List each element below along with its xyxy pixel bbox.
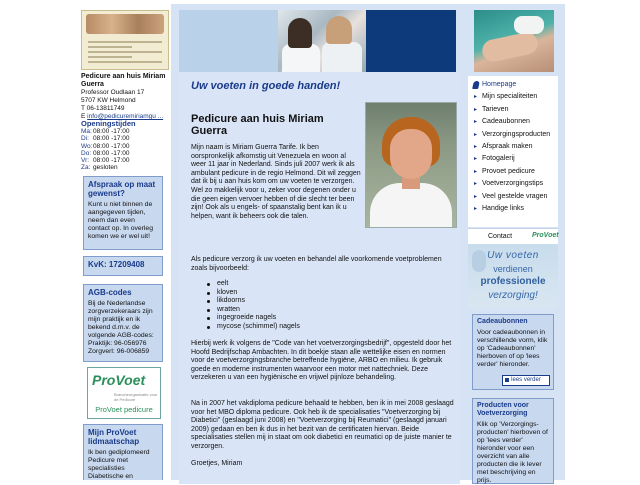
hours-time: 08:00 -17:00 — [93, 157, 130, 165]
kvk-number: KvK: 17209408 — [88, 260, 145, 269]
giftcards-box — [472, 314, 554, 390]
nav-item-specialiteiten[interactable]: ▸ Mijn specialiteiten — [468, 91, 558, 103]
products-text: Klik op 'Verzorgings-producten' hierboven of op 'lees verder' hieronder voor een overzicht van alle producten die ik lever met beschrijving en prijs. — [477, 421, 548, 484]
giftcards-title: Cadeaubonnen — [477, 318, 528, 325]
slogan-banner — [468, 244, 558, 308]
banner-line-4: verzorging! — [488, 290, 538, 301]
contact-link[interactable]: Contact — [488, 233, 513, 240]
nav-item-links[interactable]: ▸ Handige links — [468, 203, 558, 215]
nav-item-fotogalerij[interactable]: ▸ Fotogalerij — [468, 153, 558, 165]
problems-paragraph: Als pedicure verzorg ik uw voeten en behandel alle voorkomende voetproblemen zoals bijvoorbeeld: — [191, 256, 442, 272]
agb-text: Bij de Nederlandse zorgverzekeraars zijn mijn praktijk en ik bekend d.m.v. de volgende AGB-codes: Praktijk: 96-056976 Zorgverl: 96-006859 — [88, 300, 154, 355]
banner-line-1: Uw voeten — [487, 250, 539, 261]
giftcards-text: Voor cadeaubonnen in verschillende vorm, klik op 'Cadeaubonnen' hierboven of op 'lees verder' hieronder. — [477, 329, 548, 368]
list-item: mycose (schimmel) nagels — [207, 323, 327, 332]
nav-item-tips[interactable]: ▸ Voetverzorgingstips — [468, 178, 558, 190]
foot-problems-list — [207, 280, 327, 332]
nav-item-tarieven[interactable]: ▸ Tarieven — [468, 104, 558, 116]
intro-paragraph: Mijn naam is Miriam Guerra Tarife. Ik ben oorspronkelijk afkomstig uit Venezuela en woon al weer 11 jaar in Nederland. Sinds juli 2007 werk ik als ambulant pedicure in de regio Helmond. Dit wil zeggen dat ik bij u aan huis kom om uw voeten te verzorgen. Wel zo makkelijk voor u, zeker voor degenen onder u die geen eigen vervoer hebben of die slecht ter been zijn! Ook als u engels- of spaanstalig bent kan ik u helpen, want ik beheers ook die talen. — [191, 144, 361, 220]
read-more-button[interactable]: lees verder — [502, 375, 550, 386]
hours-day: Za: — [81, 164, 91, 172]
provoet-mini-logo: ProVoet — [532, 232, 559, 239]
nav-menu — [468, 79, 558, 215]
membership-title: Mijn ProVoet lidmaatschap — [88, 428, 140, 446]
business-name: Pedicure aan huis Miriam Guerra — [81, 73, 166, 88]
phone-number: T 06-13811749 — [81, 105, 125, 112]
slogan: Uw voeten in goede handen! — [191, 80, 341, 92]
hours-day: Vr: — [81, 157, 90, 165]
portrait-photo — [365, 102, 457, 228]
membership-text: Ik ben gediplomeerd Pedicure met specialisties Diabetische en — [88, 449, 150, 480]
address-city: 5707 KW Helmond — [81, 97, 136, 104]
hours-day: Ma: — [81, 128, 92, 136]
provoet-tagline: Brancheorganisatie voor de Pedicure — [114, 392, 158, 402]
content-layer — [76, 4, 565, 484]
hours-day: Di: — [81, 135, 89, 143]
hours-time: gesloten — [93, 164, 118, 172]
nav-item-afspraak[interactable]: ▸ Afspraak maken — [468, 141, 558, 153]
banner-line-3: professionele — [480, 276, 546, 287]
hours-time: 08:00 -17:00 — [93, 135, 130, 143]
hours-time: 08:00 -17:00 — [93, 142, 130, 150]
provoet-caption: ProVoet pedicure — [95, 405, 153, 414]
list-item: eelt — [207, 280, 327, 289]
provoet-logo: ProVoet — [92, 372, 146, 388]
address-street: Professor Oudlaan 17 — [81, 89, 145, 96]
nav-item-verzorgingsproducten[interactable]: ▸ Verzorgingsproducten — [468, 129, 558, 141]
diploma-paragraph: Na in 2007 het vakdiploma pedicure behaald te hebben, ben ik in mei 2008 geslaagd voor het MBO diploma pedicure. Ook heb ik de specialisaties "Voetverzorging bij Diabetici" (geslaagd juni 2008) en "Voetverzorging bij Reumatici" (geslaagd januari 2009) gedaan en ben ik dus in het bezit van de certificaten hiervan. Beide specialisaties stellen mij in staat om ook diabetici en reumatici op de juiste manier te verzorgen. — [191, 400, 454, 450]
page-title: Pedicure aan huis Miriam Guerra — [191, 113, 324, 137]
agb-title: AGB-codes — [88, 288, 132, 297]
hours-day: Do: — [81, 149, 92, 157]
appointment-text: Kunt u niet binnen de aangegeven tijden, neem dan even contact op. In overleg komen we er wel uit! — [88, 201, 153, 240]
list-item: likdoorns — [207, 297, 327, 306]
nav-item-provoet[interactable]: ▸ Provoet pedicure — [468, 166, 558, 178]
main-content — [179, 72, 460, 484]
hours-time: 08:00 -17:00 — [93, 149, 130, 157]
contact-address: Pedicure aan huis Miriam Guerra Professor Oudlaan 17 5707 KW Helmond T 06-13811749 E info@pedicuremiriamgu ... — [81, 73, 169, 121]
nav-item-faq[interactable]: ▸ Veel gestelde vragen — [468, 191, 558, 203]
list-item: ingegroeide nagels — [207, 314, 327, 323]
hours-time: 08:00 -17:00 — [93, 128, 130, 136]
hygiene-paragraph: Hierbij werk ik volgens de "Code van het voetverzorgingsbedrijf", opgesteld door het Hoofd Bedrijfschap Ambachten. In dit boekje staan alle wettelijke eisen en normen voor de voetverzorgingsbranche betreffende hygiëne, ARBO en milieu. Ik gebruik goede en moderne instrumenten waarvoor een motor met nattechniek. Deze verzekeren u van een hygiënische en vrijwel pijnloze behandeling. — [191, 340, 452, 382]
list-item: wratten — [207, 306, 327, 315]
products-title: Producten voor Voetverzorging — [477, 402, 529, 417]
hours-day: Wo: — [81, 142, 93, 150]
products-box — [472, 398, 554, 484]
email-link[interactable]: info@pedicuremiriamgu ... — [87, 113, 164, 120]
nav-item-homepage[interactable]: Homepage — [468, 79, 558, 91]
right-navigation — [468, 76, 558, 227]
opening-hours-title: Openingstijden — [81, 119, 136, 128]
list-item: kloven — [207, 289, 327, 298]
signature: Groetjes, Miriam — [191, 460, 243, 467]
contact-bar — [468, 228, 558, 245]
banner-line-2: verdienen — [493, 264, 533, 274]
appointment-title: Afspraak op maat gewenst? — [88, 180, 156, 198]
nav-item-cadeaubonnen[interactable]: ▸ Cadeaubonnen — [468, 116, 558, 128]
